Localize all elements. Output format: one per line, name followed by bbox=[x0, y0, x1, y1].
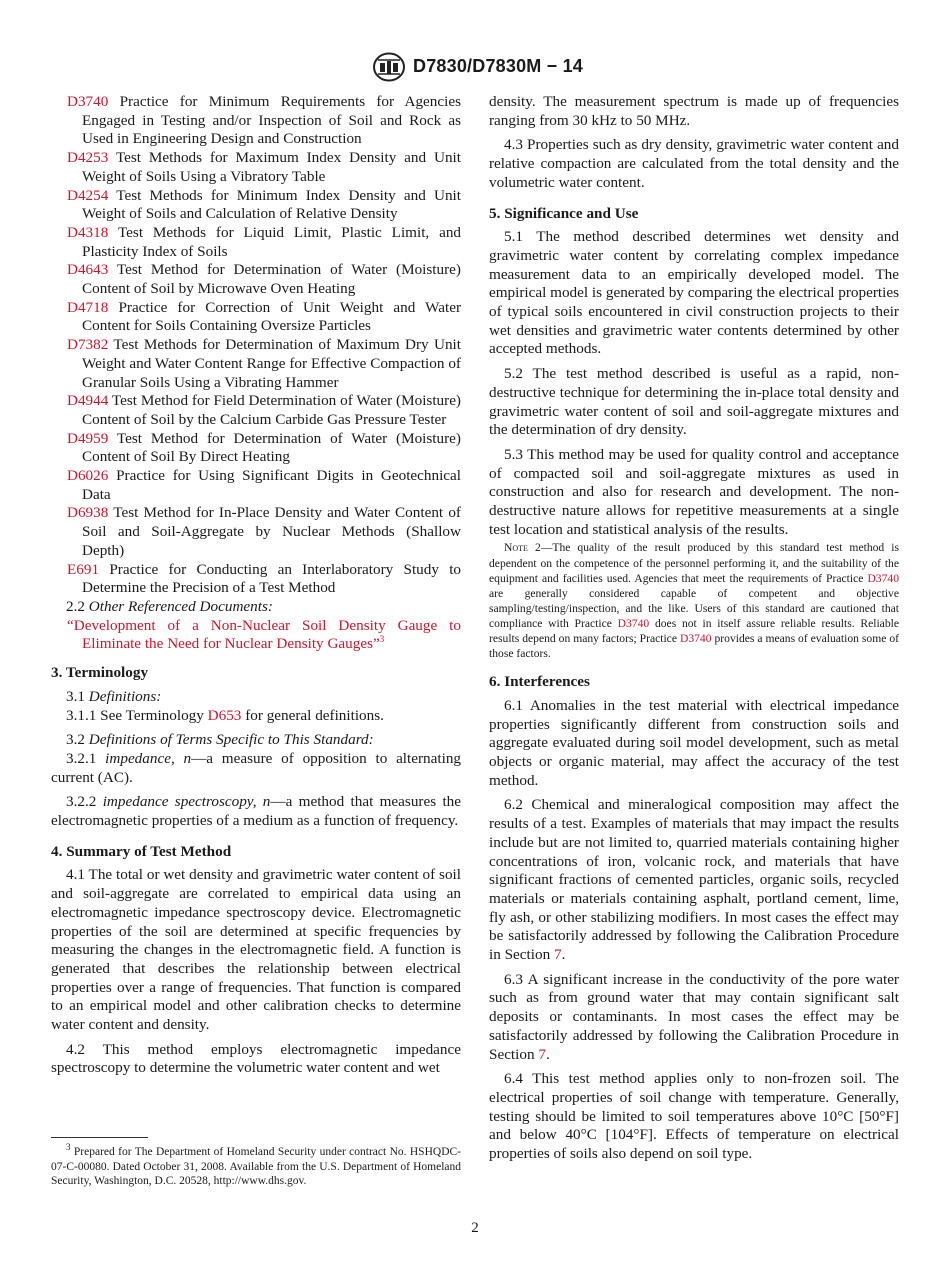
reference-item: D7382 Test Methods for Determination of Maximum Dry Unit Weight and Water Content Range for Effective Compaction of Granular Soils Using a Vibrating Hammer bbox=[67, 336, 461, 391]
reference-item: D4253 Test Methods for Maximum Index Density and Unit Weight of Soils Using a Vibratory Table bbox=[67, 149, 461, 185]
reference-code-link[interactable]: D4643 bbox=[67, 261, 109, 279]
footnote-divider bbox=[51, 1137, 148, 1138]
left-column bbox=[51, 93, 461, 1078]
section-7-link[interactable]: 7 bbox=[538, 1045, 546, 1063]
section-5-3: 5.3 This method may be used for quality control and acceptance of compacted soil and soil-aggregate mixtures as used in construction and also for research and development. The non-destructive nature allows for repetitive measurements at a single test location and statistical analysis of the results. bbox=[489, 445, 899, 538]
reference-item: D6938 Test Method for In-Place Density and Water Content of Soil and Soil-Aggregate by Nuclear Methods (Shallow Depth) bbox=[67, 504, 461, 559]
section-6-heading: 6. Interferences bbox=[489, 673, 590, 691]
other-referenced-document bbox=[51, 617, 461, 654]
reference-code-link[interactable]: D6026 bbox=[67, 467, 109, 485]
d3740-link[interactable]: D3740 bbox=[617, 616, 650, 630]
reference-item: D4959 Test Method for Determination of Water (Moisture) Content of Soil By Direct Heating bbox=[67, 429, 461, 466]
section-3-1: 3.1 Definitions: bbox=[66, 687, 162, 705]
section-3-2: 3.2 Definitions of Terms Specific to This Standard: bbox=[66, 731, 374, 749]
footnote-marker[interactable]: 3 bbox=[379, 634, 385, 645]
page-header bbox=[0, 52, 950, 84]
reference-item: D4318 Test Methods for Liquid Limit, Plastic Limit, and Plasticity Index of Soils bbox=[67, 223, 462, 260]
reference-code-link[interactable]: D4254 bbox=[67, 186, 109, 204]
document-designation: D7830/D7830M − 14 bbox=[413, 56, 584, 76]
section-3-heading: 3. Terminology bbox=[51, 664, 149, 682]
reference-item: D4254 Test Methods for Minimum Index Density and Unit Weight of Soils and Calculation of Relative Density bbox=[67, 186, 462, 223]
reference-item: D6026 Practice for Using Significant Digits in Geotechnical Data bbox=[67, 467, 462, 503]
section-4-2-continued: density. The measurement spectrum is made up of frequencies ranging from 30 kHz to 50 MHz. bbox=[489, 93, 899, 129]
reference-code-link[interactable]: D4959 bbox=[67, 429, 109, 447]
reference-item: D4944 Test Method for Field Determination of Water (Moisture) Content of Soil by the Calcium Carbide Gas Pressure Tester bbox=[67, 392, 461, 428]
reference-code-link[interactable]: D4253 bbox=[67, 149, 109, 167]
section-5-2: 5.2 The test method described is useful as a rapid, non-destructive technique for determining the in-place total density and gravimetric water content of soil and soil-aggregate mixtures and the determination of dry density. bbox=[489, 365, 899, 439]
section-3-1-1: 3.1.1 See Terminology D653 for general definitions. bbox=[66, 706, 384, 724]
page-number: 2 bbox=[471, 1220, 479, 1236]
d3740-link[interactable]: D3740 bbox=[679, 632, 712, 646]
reference-item: D4643 Test Method for Determination of Water (Moisture) Content of Soil by Microwave Oven Heating bbox=[67, 261, 461, 298]
reference-code-link[interactable]: E691 bbox=[67, 560, 100, 578]
section-4-3: 4.3 Properties such as dry density, gravimetric water content and relative compaction are calculated from the total density and the volumetric water content. bbox=[489, 136, 899, 191]
section-2-2-heading: 2.2 Other Referenced Documents: bbox=[66, 597, 273, 615]
section-6-4: 6.4 This test method applies only to non-frozen soil. The electrical properties of soil change with temperature. Generally, testing should be limited to soil temperatures above 10°C [50°F] and below 40°C [104°F]. Effects of temperature on electrical properties of soils also depend on soil type. bbox=[489, 1070, 899, 1163]
section-4-heading: 4. Summary of Test Method bbox=[51, 842, 232, 860]
right-column bbox=[489, 93, 899, 1164]
d3740-link[interactable]: D3740 bbox=[867, 571, 899, 585]
reference-code-link[interactable]: D4318 bbox=[67, 223, 109, 241]
section-3-2-2: 3.2.2 impedance spectroscopy, n—a method that measures the electromagnetic properties of a medium as a function of frequency. bbox=[51, 793, 461, 830]
referenced-documents-list bbox=[51, 93, 461, 598]
reference-code-link[interactable]: D4718 bbox=[67, 298, 109, 316]
note-2: Note 2—The quality of the result produced by this standard test method is dependent on the competence of the personnel performing it, and the suitability of the equipment and facilities used. Agencies that meet the requirements of Practice D3740 are generally considered capable of competent and objective sampling/testing/inspection, and the like. Users of this standard are cautioned that compliance with Practice D3740 does not in itself assure reliable results. Reliable results depend on many factors; Practice D3740 provides a means of evaluation some of those factors. bbox=[489, 541, 899, 661]
d653-link[interactable]: D653 bbox=[207, 706, 242, 724]
section-4-1: 4.1 The total or wet density and gravimetric water content of soil and soil-aggregate are correlated to empirical data using an electromagnetic impedance spectroscopy device. Electromagnetic properties of the soil are determined at specific frequencies by measuring the changes in the electromagnetic field. A function is generated that describes the relationship between electrical properties over a range of frequencies. That function is compared to an empirical model and other calibration checks to determine water content and density. bbox=[51, 866, 461, 1034]
reference-item: D3740 Practice for Minimum Requirements for Agencies Engaged in Testing and/or Inspection of Soil and Rock as Used in Engineering Design and Construction bbox=[67, 93, 462, 148]
reference-code-link[interactable]: D7382 bbox=[67, 336, 109, 354]
section-5-1: 5.1 The method described determines wet density and gravimetric water content by correlating complex impedance measurement data to an empirically developed model. The empirical model is generated by comparing the electrical properties of typical soils encountered in civil construction projects to their wet densities and gravimetric water contents determined by other accepted methods. bbox=[489, 228, 899, 358]
section-6-3: 6.3 A significant increase in the conductivity of the pore water such as from ground water that may contain significant salt deposits or contaminants. In most cases the effect may be satisfactorily addressed by following the Calibration Procedure in Section 7. bbox=[489, 970, 899, 1063]
section-3-2-1: 3.2.1 impedance, n—a measure of opposition to alternating current (AC). bbox=[51, 749, 462, 786]
section-7-link[interactable]: 7 bbox=[553, 946, 562, 964]
section-6-1: 6.1 Anomalies in the test material with electrical impedance properties significantly different from construction soils and aggregate evaluated during soil model development, such as metal objects or organic material, may affect the accuracy of the test method. bbox=[489, 696, 899, 789]
section-6-2: 6.2 Chemical and mineralogical composition may affect the results of a test. Examples of materials that may impact the results include but are not limited to, quarried materials containing higher concentrations of iron, volcanic rock, and materials that have significant fractions of cemented particles, organic soils, recycled materials or materials containing asphalt, portland cement, lime, fly ash, or other stabilizing modifiers. In most cases the effect may be satisfactorily addressed by following the Calibration Procedure in Section 7. bbox=[489, 796, 899, 964]
reference-code-link[interactable]: D3740 bbox=[67, 93, 109, 110]
reference-code-link[interactable]: D4944 bbox=[67, 392, 109, 410]
reference-item: D4718 Practice for Correction of Unit Weight and Water Content for Soils Containing Oversize Particles bbox=[67, 298, 461, 335]
reference-code-link[interactable]: D6938 bbox=[67, 504, 109, 522]
section-4-2-start: 4.2 This method employs electromagnetic impedance spectroscopy to determine the volumetric water content and wet bbox=[51, 1040, 461, 1077]
reference-item: E691 Practice for Conducting an Interlaboratory Study to Determine the Precision of a Test Method bbox=[67, 560, 462, 597]
section-5-heading: 5. Significance and Use bbox=[489, 204, 639, 222]
footnote-3: $^3$ Prepared for The Department of Homeland Security under contract No. HSHQDC-07-C-00080. Dated October 31, 2008. Available from the U.S. Department of Homeland Security, Washington, D.C. 20528, http://www.dhs.gov. bbox=[51, 1142, 461, 1188]
other-document-link[interactable]: “Development of a Non-Nuclear Soil Density Gauge to Eliminate the Need for Nuclear Density Gauges” bbox=[67, 616, 461, 653]
astm-logo-icon bbox=[372, 52, 406, 82]
